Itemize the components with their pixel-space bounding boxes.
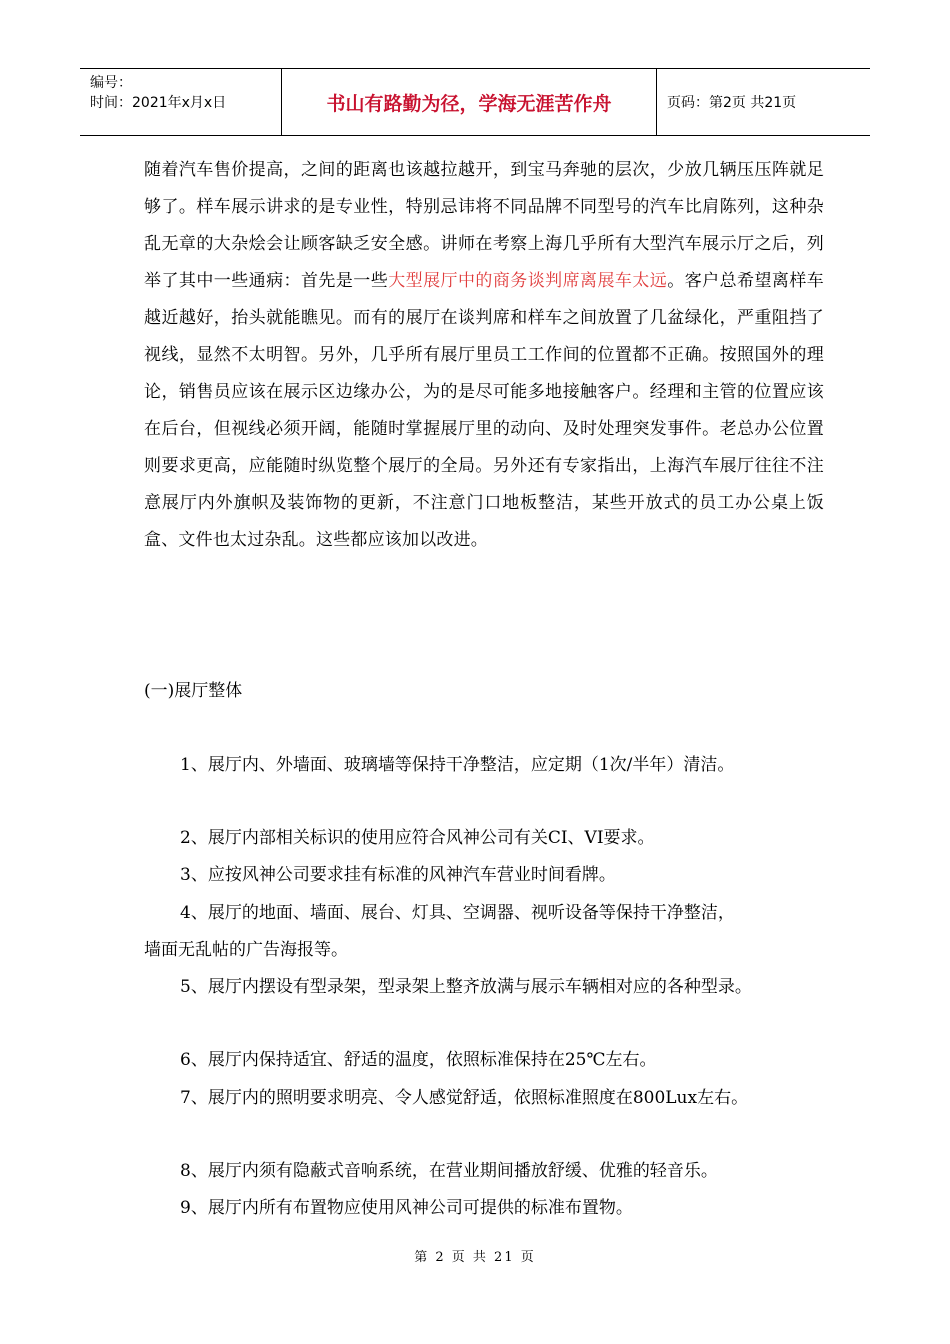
list-item-9: 9、展厅内所有布置物应使用风神公司可提供的标准布置物。 [180,1198,633,1218]
header-motto: 书山有路勤为径，学海无涯苦作舟 [282,69,657,135]
body-paragraph [144,152,824,559]
list-item-7: 7、展厅内的照明要求明亮、令人感觉舒适，依照标准照度在800Lux左右。 [180,1088,749,1108]
paragraph-text-after: 。客户总希望离样车越近越好，抬头就能瞧见。而有的展厅在谈判席和样车之间放置了几盆绿化，严重阻挡了视线，显然不太明智。另外，几乎所有展厅里员工工作间的位置都不正确。按照国外的理论，销售员应该在展示区边缘办公，为的是尽可能多地接触客户。经理和主管的位置应该在后台，但视线必须开阔，能随时掌握展厅里的动向、及时处理突发事件。老总办公位置则要求更高，应能随时纵览整个展厅的全局。另外还有专家指出，上海汽车展厅往往不注意展厅内外旗帜及装饰物的更新，不注意门口地板整洁，某些开放式的员工办公桌上饭盒、文件也太过杂乱。这些都应该加以改进。 [144,271,824,550]
list-item-8: 8、展厅内须有隐蔽式音响系统，在营业期间播放舒缓、优雅的轻音乐。 [180,1161,718,1181]
header-meta [80,69,282,135]
time-label: 时间：2021年x月x日 [90,95,227,111]
list-item-2: 2、展厅内部相关标识的使用应符合风神公司有关CI、VI要求。 [180,828,655,848]
list-item-1: 1、展厅内、外墙面、玻璃墙等保持干净整洁，应定期（1次/半年）清洁。 [180,755,735,775]
paragraph-text-before: 随着汽车售价提高，之间的距离也该越拉越开，到宝马奔驰的层次，少放几辆压压阵就足够了。样车展示讲求的是专业性，特别忌讳将不同品牌不同型号的汽车比肩陈列，这种杂乱无章的大杂烩会让顾客缺乏安全感。讲师在考察上海几乎所有大型汽车展示厅之后，列举了其中一些通病：首先是一些 [144,160,824,291]
list-item-3: 3、应按风神公司要求挂有标准的风神汽车营业时间看牌。 [180,865,616,885]
section-title: (一)展厅整体 [144,681,243,701]
list-item-4: 4、展厅的地面、墙面、展台、灯具、空调器、视听设备等保持干净整洁， [180,903,735,923]
paragraph-highlight: 大型展厅中的商务谈判席离展车太远 [388,271,668,291]
list-item-4-continued: 墙面无乱帖的广告海报等。 [144,940,348,960]
header-page-info: 页码：第2页 共21页 [667,95,797,111]
list-item-5: 5、展厅内摆设有型录架，型录架上整齐放满与展示车辆相对应的各种型录。 [180,977,752,997]
document-header [80,68,870,136]
page-footer: 第 2 页 共 21 页 [414,1250,536,1265]
list-item-6: 6、展厅内保持适宜、舒适的温度，依照标准保持在25℃左右。 [180,1050,657,1070]
number-label: 编号： [90,75,132,91]
